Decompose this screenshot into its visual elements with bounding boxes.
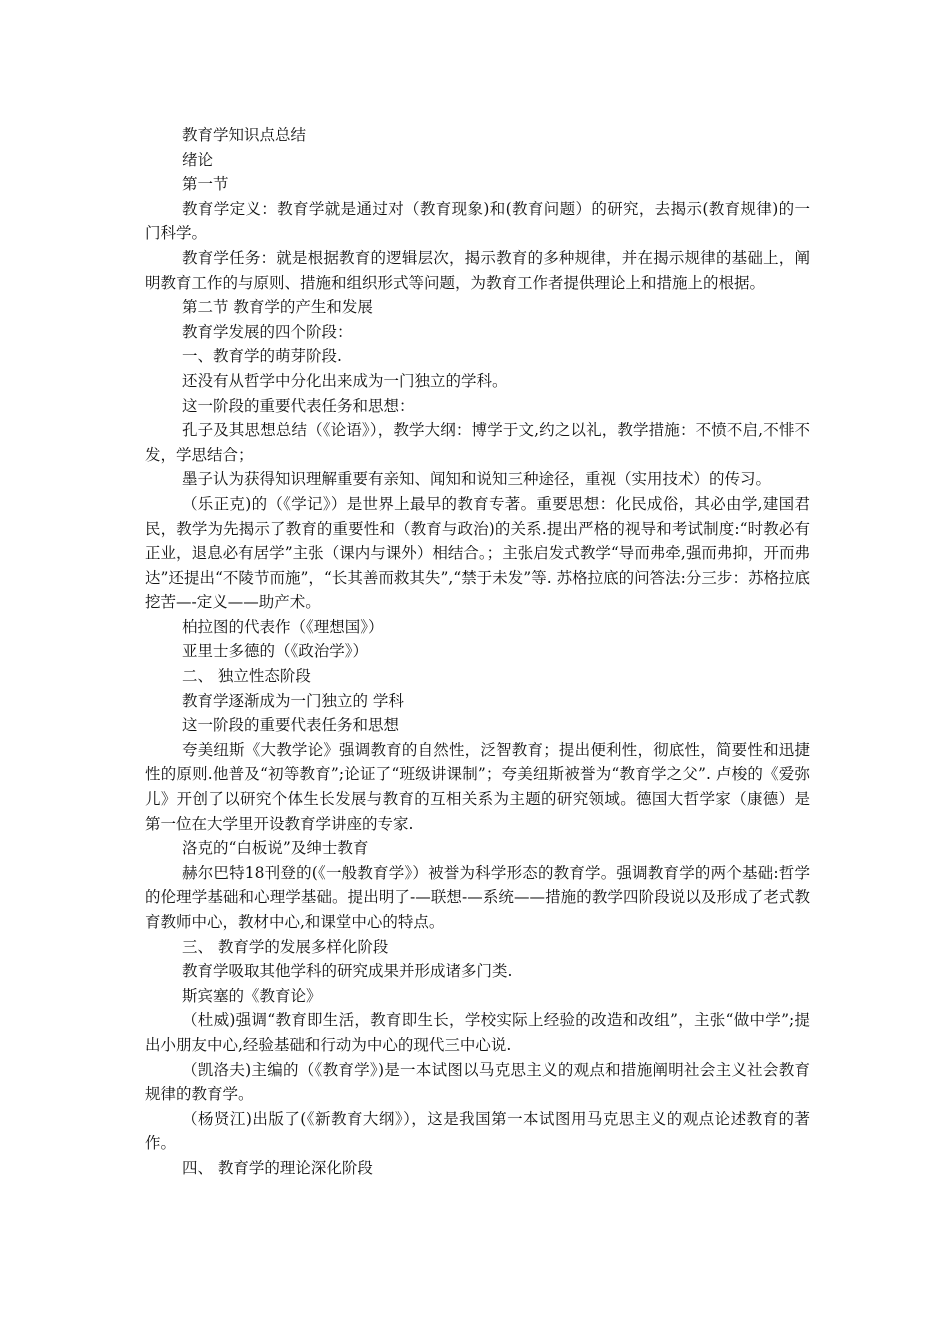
paragraph: 教育学任务：就是根据教育的逻辑层次，揭示教育的多种规律，并在揭示规律的基础上，阐明教育工作的与原则、措施和组织形式等问题，为教育工作者提供理论上和措施上的根据。 (145, 248, 810, 292)
paragraph: （杨贤江)出版了(《新教育大纲》），这是我国第一本试图用马克思主义的观点论述教育的著作。 (145, 1109, 810, 1153)
stage-heading: 一、教育学的萌芽阶段. (182, 347, 342, 366)
paragraph: 孔子及其思想总结（《论语》），教学大纲：博学于文,约之以礼，教学措施：不愤不启,不悱不发，学思结合； (145, 421, 810, 464)
paragraph: 教育学吸取其他学科的研究成果并形成诸多门类. (182, 962, 513, 981)
chapter-heading: 绪论 (182, 150, 214, 169)
paragraph: （杜威)强调“教育即生活，教育即生长，学校实际上经验的改造和改组”，主张“做中学”;提出小朋友中心,经验基础和行动为中心的现代三中心说. (145, 1011, 810, 1054)
section-heading: 第二节 教育学的产生和发展 (182, 298, 373, 317)
paragraph: （乐正克)的（《学记》）是世界上最早的教育专著。重要思想：化民成俗，其必由学,建国君民，教学为先揭示了教育的重要性和（教育与政治)的关系.提出严格的视导和考试制度:“时教必有正业，退息必有居学”主张（课内与课外）相结合。；主张启发式教学“导而弗牵,强而弗抑，开而弗达”还提出“不陵节而施”，“长其善而救其失”,“禁于未发”等. 苏格拉底的问答法:分三步：苏格拉底挖苦—-定义——助产术。 (145, 494, 810, 612)
paragraph: 洛克的“白板说”及绅士教育 (182, 839, 369, 858)
paragraph: 亚里士多德的（《政治学》） (182, 642, 369, 661)
paragraph: 夸美纽斯《大教学论》强调教育的自然性，泛智教育；提出便利性，彻底性，简要性和迅捷性的原则.他普及“初等教育”;论证了“班级讲课制”；夸美纽斯被誉为“教育学之父”. 卢梭的《爱弥儿》开创了以研究个体生长发展与教育的互相关系为主题的研究领域。德国大哲学家（康德）是第一位在大学里开设教育学讲座的专家. (145, 740, 810, 833)
paragraph: （凯洛夫)主编的（《教育学》)是一本试图以马克思主义的观点和措施阐明社会主义社会教育规律的教育学。 (145, 1060, 810, 1104)
paragraph: 还没有从哲学中分化出来成为一门独立的学科。 (182, 371, 508, 390)
stage-heading: 三、 教育学的发展多样化阶段 (182, 937, 389, 956)
paragraph: 柏拉图的代表作（《理想国》） (182, 617, 384, 636)
document-body (145, 123, 810, 1181)
paragraph: 这一阶段的重要代表任务和思想： (182, 396, 415, 415)
stage-heading: 四、 教育学的理论深化阶段 (182, 1158, 373, 1177)
paragraph: 墨子认为获得知识理解重要有亲知、闻知和说知三种途径，重视（实用技术）的传习。 (182, 470, 772, 489)
doc-title: 教育学知识点总结 (182, 126, 307, 144)
paragraph: 教育学逐渐成为一门独立的 学科 (182, 691, 404, 710)
paragraph: 斯宾塞的《教育论》 (182, 986, 322, 1005)
stage-heading: 二、 独立性态阶段 (182, 667, 311, 686)
paragraph: 这一阶段的重要代表任务和思想 (182, 716, 400, 735)
paragraph: 赫尔巴特18刊登的(《一般教育学》）被誉为科学形态的教育学。强调教育学的两个基础:哲学的伦理学基础和心理学基础。提出明了-—联想-—系统——措施的教学四阶段说以及形成了老式教育教师中心，教材中心,和课堂中心的特点。 (145, 863, 810, 931)
paragraph: 教育学定义：教育学就是通过对（教育现象)和(教育问题）的研究，去揭示(教育规律)的一门科学。 (145, 199, 810, 243)
paragraph: 教育学发展的四个阶段： (182, 322, 353, 341)
section-heading: 第一节 (182, 175, 229, 194)
